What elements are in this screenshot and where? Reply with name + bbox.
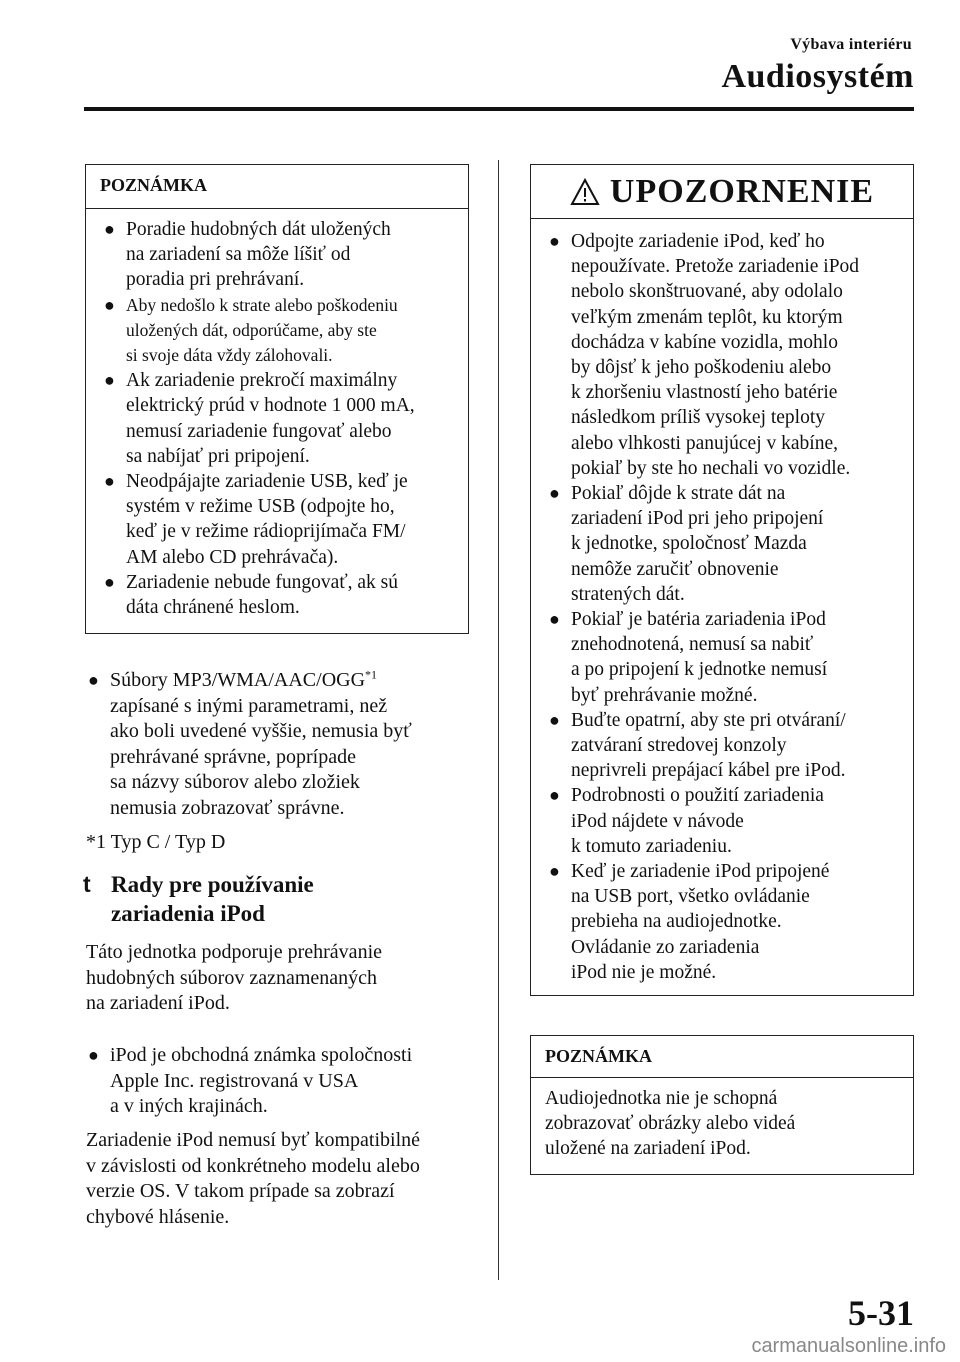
warning-item: ● Pokiaľ dôjde k strate dát na zariadení iPod pri jeho pripojení k jednotke, spoločnosť Mazda nemôže zaručiť obnovenie stratených dát. xyxy=(549,483,824,605)
formats-first: Súbory MP3/WMA/AAC/OGG xyxy=(110,669,366,691)
warning-item: ● Podrobnosti o použití zariadenia iPod nájdete v návode k tomuto zariadeniu. xyxy=(549,785,824,857)
note-item: ● Neodpájajte zariadenie USB, keď je systém v režime USB (odpojte ho, keď je v režime rádioprijímača FM/ AM alebo CD prehrávača). xyxy=(104,471,408,568)
warning-item: ● Keď je zariadenie iPod pripojené na USB port, všetko ovládanie prebieha na audiojednotke. Ovládanie zo zariadenia iPod nie je možné. xyxy=(549,861,830,983)
header-rule xyxy=(84,107,914,111)
watermark: carmanualsonline.info xyxy=(751,1335,946,1357)
warning-box-heading: UPOZORNENIE xyxy=(531,165,913,219)
note-box-heading: POZNÁMKA xyxy=(86,165,468,209)
warning-item: ● Buďte opatrní, aby ste pri otváraní/ zatváraní stredovej konzoly neprivreli prepájací kábel pre iPod. xyxy=(549,709,846,782)
footnote-ref: *1 xyxy=(365,667,378,682)
section-heading: t Rady pre používanie zariadenia iPod xyxy=(83,871,314,926)
section-marker-icon: t xyxy=(83,871,91,897)
formats-bullet: ● Súbory MP3/WMA/AAC/OGG$^{*1}$ zapísané s inými parametrami, než ako boli uvedené vyššie, nemusia byť prehrávané správne, poprípade sa názvy súborov alebo zložiek nemusia zobrazovať správne. xyxy=(88,667,412,819)
warning-item: ● Odpojte zariadenie iPod, keď ho nepoužívate. Pretože zariadenie iPod nebolo skonštruované, aby odolalo veľkým zmenám teplôt, ku ktorým dochádza v kabíne vozidla, mohlo by dôjsť k jeho poškodeniu alebo k zhoršeniu vlastností jeho batérie následkom príliš vysokej teploty alebo vlhkosti panujúcej v kabíne, pokiaľ by ste ho nechali vo vozidle. xyxy=(549,231,860,479)
intro-paragraph: Táto jednotka podporuje prehrávanie hudobných súborov zaznamenaných na zariadení iPod. xyxy=(86,941,382,1014)
compatibility-paragraph: Zariadenie iPod nemusí byť kompatibilné v závislosti od konkrétneho modelu alebo verzie OS. V takom prípade sa zobrazí chybové hlásenie. xyxy=(86,1129,421,1228)
note-list xyxy=(102,217,454,620)
note-box-body xyxy=(86,209,468,630)
note-item: ● Poradie hudobných dát uložených na zariadení sa môže líšiť od poradia pri prehrávaní. xyxy=(104,219,391,291)
warning-triangle-icon xyxy=(570,178,600,206)
header-section-label: Výbava interiéru xyxy=(790,36,912,53)
warning-box-body xyxy=(531,219,913,995)
note-box-2-heading: POZNÁMKA xyxy=(531,1036,913,1078)
column-divider xyxy=(498,160,499,1280)
note-item: ● Ak zariadenie prekročí maximálny elektrický prúd v hodnote 1 000 mA, nemusí zariadenie fungovať alebo sa nabíjať pri pripojení. xyxy=(104,370,415,467)
header-title: Audiosystém xyxy=(721,58,914,95)
note-item: ● Zariadenie nebude fungovať, ak sú dáta chránené heslom. xyxy=(104,571,399,619)
page-number: 5-31 xyxy=(848,1293,914,1333)
trademark-bullet: ● iPod je obchodná známka spoločnosti Apple Inc. registrovaná v USA a v iných krajinách. xyxy=(88,1044,413,1117)
footnote: *1 Typ C / Typ D xyxy=(86,831,226,853)
note-box-2 xyxy=(530,1035,914,1175)
warning-box xyxy=(530,164,914,996)
note-item: ● Aby nedošlo k strate alebo poškodeniu uložených dát, odporúčame, aby ste si svoje dáta vždy zálohovali. xyxy=(104,294,398,366)
note-box xyxy=(85,164,469,634)
note-box-2-body: Audiojednotka nie je schopná zobrazovať obrázky alebo videá uložené na zariadení iPod. xyxy=(545,1088,796,1160)
warning-item: ● Pokiaľ je batéria zariadenia iPod znehodnotená, nemusí sa nabiť a po pripojení k jednotke nemusí byť prehrávanie možné. xyxy=(549,609,828,706)
warning-list xyxy=(547,229,899,985)
